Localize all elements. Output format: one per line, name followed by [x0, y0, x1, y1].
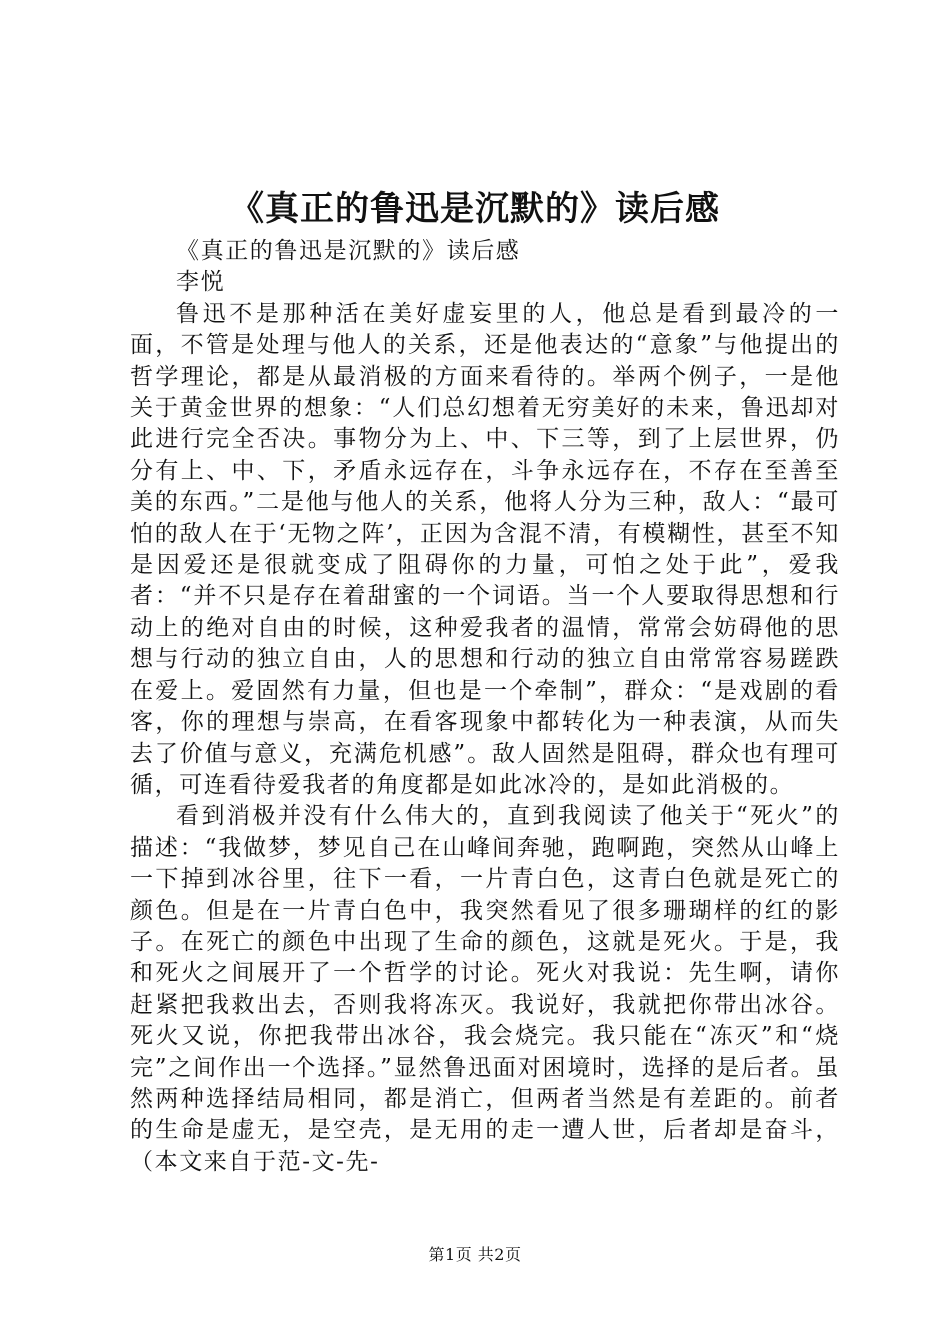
- paragraph-2: 看到消极并没有什么伟大的，直到我阅读了他关于“死火”的描述：“我做梦，梦见自己在山峰间奔驰，跑啊跑，突然从山峰上一下掉到冰谷里，往下一看，一片青白色，这青白色就是死亡的颜色。但是在一片青白色中，我突然看见了很多珊瑚样的红的影子。在死亡的颜色中出现了生命的颜色，这就是死火。于是，我和死火之间展开了一个哲学的讨论。死火对我说：先生啊，请你赶紧把我救出去，否则我将冻灭。我说好，我就把你带出冰谷。死火又说，你把我带出冰谷，我会烧完。我只能在“冻灭”和“烧完”之间作出一个选择。”显然鲁迅面对困境时，选择的是后者。虽然两种选择结局相同，都是消亡，但两者当然是有差距的。前者的生命是虚无，是空壳，是无用的走一遭人世，后者却是奋斗，（本文来自于范-文-先-: [130, 803, 840, 1175]
- document-subtitle: 《真正的鲁迅是沉默的》读后感: [176, 238, 521, 264]
- document-title: 《真正的鲁迅是沉默的》读后感: [230, 189, 720, 229]
- document-body: [130, 236, 840, 1178]
- page-footer: 第1页 共2页: [428, 1245, 522, 1264]
- document-author: 李悦: [176, 269, 226, 296]
- paragraph-1: 鲁迅不是那种活在美好虚妄里的人，他总是看到最冷的一面，不管是处理与他人的关系，还是他表达的“意象”与他提出的哲学理论，都是从最消极的方面来看待的。举两个例子，一是他关于黄金世界的想象：“人们总幻想着无穷美好的未来，鲁迅却对此进行完全否决。事物分为上、中、下三等，到了上层世界，仍分有上、中、下，矛盾永远存在，斗争永远存在，不存在至善至美的东西。”二是他与他人的关系，他将人分为三种，敌人：“最可怕的敌人在于‘无物之阵’，正因为含混不清，有模糊性，甚至不知是因爱还是很就变成了阻碍你的力量，可怕之处于此”，爱我者：“并不只是存在着甜蜜的一个词语。当一个人要取得思想和行动上的绝对自由的时候，这种爱我者的温情，常常会妨碍他的思想与行动的独立自由，人的思想和行动的独立自由常常容易蹉跌在爱上。爱固然有力量，但也是一个牵制”，群众：“是戏剧的看客，你的理想与崇高，在看客现象中都转化为一种表演，从而失去了价值与意义，充满危机感”。敌人固然是阻碍，群众也有理可循，可连看待爱我者的角度都是如此冰冷的，是如此消极的。: [130, 300, 840, 798]
